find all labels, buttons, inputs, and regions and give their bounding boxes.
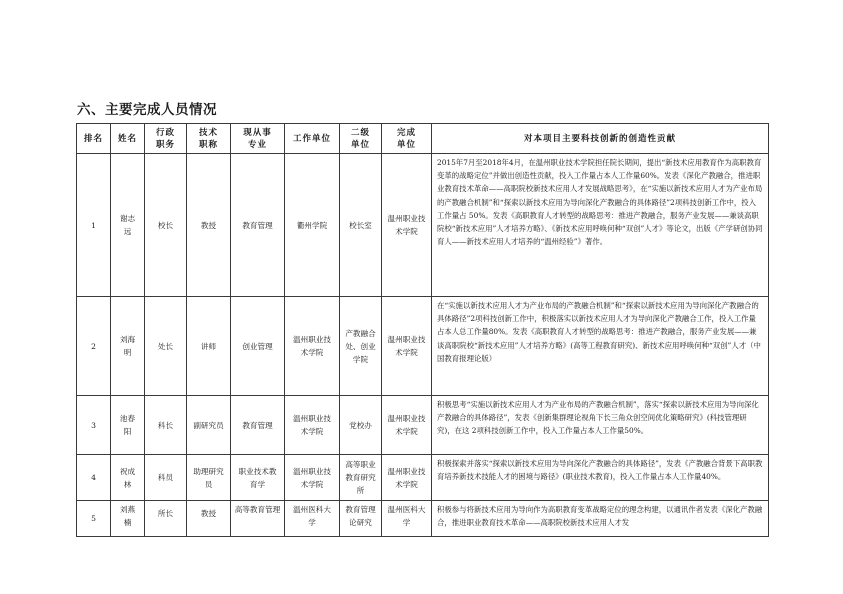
cell-dept: 校长室 [340,154,382,297]
header-seq: 排名 [77,124,111,154]
cell-admin-title: 科长 [145,396,187,455]
cell-major: 教育管理 [231,154,285,297]
header-major: 现从事专业 [231,124,285,154]
cell-contribution: 积极思考“实施以新技术应用人才为产业布局的产教融合机制”，落实“探索以新技术应用为导向深化产教融合的具体路径”，发表《创新集群理论视角下长三角众创空间优化策略研究》(科技管理研究)，在这 2项科技创新工作中，投入工作量占本人工作量50%。 [432,396,769,455]
cell-dept: 教育管理论研究 [340,501,382,537]
cell-dept: 产教融合处、创业学院 [340,297,382,396]
header-contribution: 对本项目主要科技创新的创造性贡献 [432,124,769,154]
header-row [77,124,769,154]
cell-tech-title: 助理研究员 [187,455,231,501]
header-complete-unit: 完成单位 [382,124,432,154]
cell-complete-unit: 温州职业技术学院 [382,455,432,501]
header-tech-title: 技术职称 [187,124,231,154]
cell-tech-title: 教授 [187,154,231,297]
cell-tech-title: 副研究员 [187,396,231,455]
header-dept: 二级单位 [340,124,382,154]
cell-tech-title: 讲师 [187,297,231,396]
cell-major: 创业管理 [231,297,285,396]
cell-seq: 5 [77,501,111,537]
header-name: 姓名 [111,124,145,154]
staff-table [76,123,769,537]
cell-work-unit: 温州职业技术学院 [285,297,340,396]
cell-admin-title: 处长 [145,297,187,396]
cell-major: 教育管理 [231,396,285,455]
cell-complete-unit: 温州职业技术学院 [382,297,432,396]
cell-major: 高等教育管理 [231,501,285,537]
cell-work-unit: 温州医科大学 [285,501,340,537]
cell-name: 祝成林 [111,455,145,501]
cell-work-unit: 温州职业技术学院 [285,396,340,455]
cell-admin-title: 科员 [145,455,187,501]
cell-contribution: 积极探索并落实“探索以新技术应用为导向深化产教融合的具体路径”，发表《产教融合背景下高职教育培养新技术技能人才的困境与路径》(职业技术教育)，投入工作量占本人工作量40%。 [432,455,769,501]
cell-work-unit: 衢州学院 [285,154,340,297]
cell-major: 职业技术教育学 [231,455,285,501]
table-row [77,297,769,396]
cell-name: 池春阳 [111,396,145,455]
header-work-unit: 工作单位 [285,124,340,154]
cell-dept: 党校办 [340,396,382,455]
cell-contribution: 在“实施以新技术应用人才为产业布局的产教融合机制”和“探索以新技术应用为导向深化产教融合的具体路径”2项科技创新工作中，积极落实以新技术应用人才为导向深化产教融合工作，投入工作量占本人总工作量80%。发表《高职教育人才转型的战略思考：推进产教融合，服务产业发展——兼谈高职院校“新技术应用”人才培养方略》(高等工程教育研究)、新技术应用呼唤何种“双创”人才（中国教育报理论版） [432,297,769,396]
cell-admin-title: 校长 [145,154,187,297]
cell-dept: 高等职业教育研究所 [340,455,382,501]
cell-name: 刘燕楠 [111,501,145,537]
cell-seq: 3 [77,396,111,455]
cell-admin-title: 所长 [145,501,187,537]
cell-complete-unit: 温州职业技术学院 [382,154,432,297]
table-row [77,396,769,455]
cell-name: 刘海明 [111,297,145,396]
cell-work-unit: 温州职业技术学院 [285,455,340,501]
cell-contribution: 积极参与将新技术应用为导向作为高职教育变革战略定位的理念构建，以通讯作者发表《深化产教融合，推进职业教育技术革命——高职院校新技术应用人才发 [432,501,769,537]
table-row [77,501,769,537]
cell-complete-unit: 温州职业技术学院 [382,396,432,455]
cell-seq: 1 [77,154,111,297]
cell-name: 谢志远 [111,154,145,297]
cell-contribution: 2015年7月至2018年4月，在温州职业技术学院担任院长期间，提出“新技术应用教育作为高职教育变革的战略定位”并做出创造性贡献，投入工作量占本人工作量60%。发表《深化产教融合，推进职业教育技术革命——高职院校新技术应用人才发展战略思考》，在“实施以新技术应用人才为产业布局的产教融合机制”和“探索以新技术应用为导向深化产教融合的具体路径”2项科技创新工作中，投入工作量占 50%。发表《高职教育人才转型的战略思考：推进产教融合，服务产业发展——兼谈高职院校“新技术应用”人才培养方略》、《新技术应用呼唤何种“双创”人才》等论文，出版《产学研创协同育人——新技术应用人才培养的“温州经验”》著作。 [432,154,769,297]
table-row [77,455,769,501]
header-admin-title: 行政职务 [145,124,187,154]
cell-seq: 2 [77,297,111,396]
cell-complete-unit: 温州医科大学 [382,501,432,537]
cell-seq: 4 [77,455,111,501]
section-title: 六、主要完成人员情况 [77,102,217,118]
cell-tech-title: 教授 [187,501,231,537]
table-row [77,154,769,297]
